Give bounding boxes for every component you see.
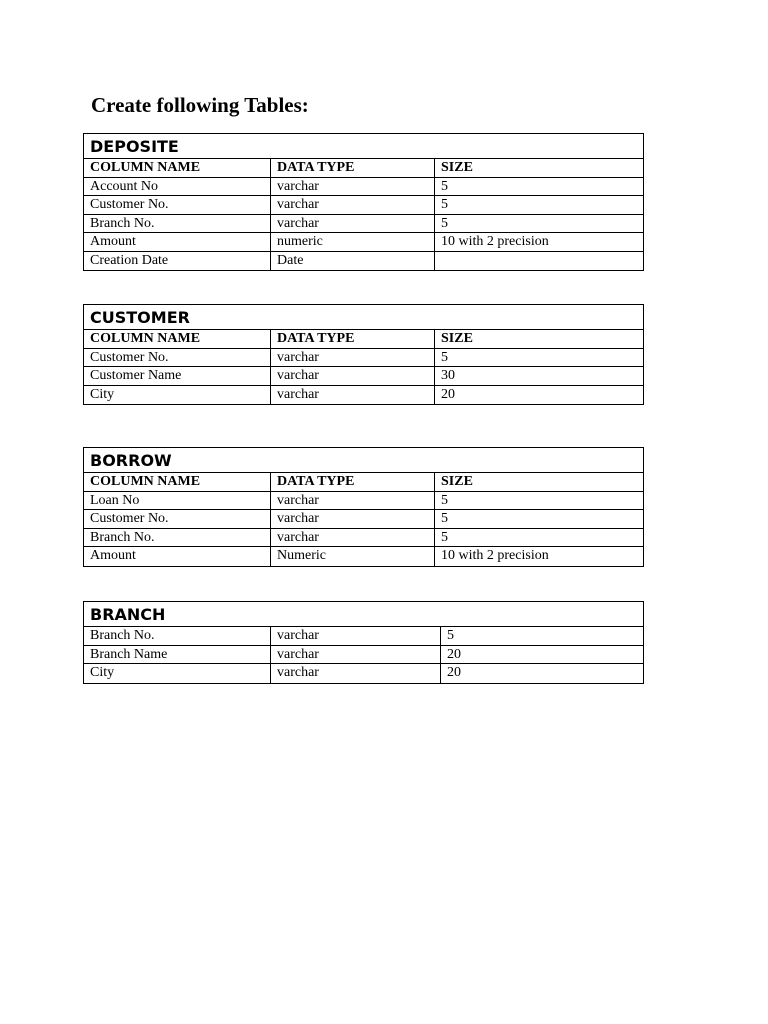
- size-cell: [435, 252, 643, 271]
- column-name-cell: Account No: [84, 178, 271, 196]
- size-cell: 5: [447, 628, 454, 643]
- data-type-cell: varchar: [271, 215, 435, 233]
- data-type-cell: numeric: [271, 233, 435, 251]
- table-row: [84, 215, 643, 234]
- size-cell: 5: [441, 492, 448, 508]
- table-deposite: [83, 133, 644, 271]
- table-title: DEPOSITE: [84, 134, 643, 159]
- column-name-cell: Amount: [84, 233, 271, 251]
- size-cell: 5: [441, 178, 448, 194]
- table-title: CUSTOMER: [84, 305, 643, 330]
- column-name-cell: Loan No: [84, 492, 271, 510]
- column-name-cell: Branch No.: [84, 215, 271, 233]
- data-type-cell: varchar: [271, 178, 435, 196]
- data-type-cell: varchar: [271, 510, 435, 528]
- table-row: [84, 664, 643, 683]
- size-cell: 30: [441, 368, 455, 383]
- table-row: [84, 386, 643, 405]
- size-cell: 5: [441, 197, 448, 212]
- header-cell: DATA TYPE: [271, 330, 435, 348]
- column-name-cell: Amount: [84, 547, 271, 566]
- header-cell: DATA TYPE: [271, 159, 435, 177]
- size-cell: 5: [441, 511, 448, 526]
- column-name-cell: Branch Name: [84, 646, 271, 664]
- header-cell: COLUMN NAME: [84, 473, 271, 491]
- column-name-cell: Branch No.: [84, 529, 271, 547]
- table-title: BORROW: [84, 448, 643, 473]
- column-name-cell: Customer Name: [84, 367, 271, 385]
- table-customer: [83, 304, 644, 405]
- table-row: [84, 547, 643, 566]
- table-row: [84, 178, 643, 197]
- header-cell: COLUMN NAME: [84, 330, 271, 348]
- table-row: [84, 492, 643, 511]
- header-cell: SIZE: [441, 474, 473, 489]
- column-name-cell: Customer No.: [84, 510, 271, 528]
- column-name-cell: Customer No.: [84, 349, 271, 367]
- table-header-row: [84, 473, 643, 492]
- data-type-cell: varchar: [271, 492, 435, 510]
- table-row: [84, 252, 643, 271]
- table-row: [84, 646, 643, 665]
- header-cell: DATA TYPE: [271, 473, 435, 491]
- header-cell: SIZE: [441, 331, 473, 346]
- header-cell: COLUMN NAME: [84, 159, 271, 177]
- data-type-cell: varchar: [271, 627, 441, 645]
- size-cell: 20: [441, 386, 455, 402]
- column-name-cell: Branch No.: [84, 627, 271, 645]
- page-title: Create following Tables:: [91, 93, 309, 117]
- data-type-cell: varchar: [271, 386, 435, 405]
- data-type-cell: Numeric: [271, 547, 435, 566]
- table-borrow: [83, 447, 644, 567]
- size-cell: 10 with 2 precision: [441, 548, 549, 563]
- table-header-row: [84, 159, 643, 178]
- table-row: [84, 233, 643, 252]
- table-title: BRANCH: [84, 602, 643, 627]
- size-cell: 5: [441, 215, 448, 231]
- table-row: [84, 529, 643, 548]
- table-row: [84, 627, 643, 646]
- data-type-cell: varchar: [271, 349, 435, 367]
- size-cell: 20: [447, 646, 461, 662]
- size-cell: 5: [441, 349, 448, 365]
- column-name-cell: Creation Date: [84, 252, 271, 271]
- data-type-cell: varchar: [271, 196, 435, 214]
- table-row: [84, 367, 643, 386]
- table-row: [84, 349, 643, 368]
- data-type-cell: varchar: [271, 664, 441, 683]
- size-cell: 20: [447, 665, 461, 680]
- column-name-cell: Customer No.: [84, 196, 271, 214]
- table-branch: [83, 601, 644, 684]
- table-row: [84, 196, 643, 215]
- size-cell: 5: [441, 529, 448, 545]
- size-cell: 10 with 2 precision: [441, 234, 549, 249]
- table-row: [84, 510, 643, 529]
- column-name-cell: City: [84, 664, 271, 683]
- data-type-cell: varchar: [271, 367, 435, 385]
- data-type-cell: Date: [271, 252, 435, 271]
- table-header-row: [84, 330, 643, 349]
- data-type-cell: varchar: [271, 646, 441, 664]
- column-name-cell: City: [84, 386, 271, 405]
- data-type-cell: varchar: [271, 529, 435, 547]
- header-cell: SIZE: [441, 160, 473, 175]
